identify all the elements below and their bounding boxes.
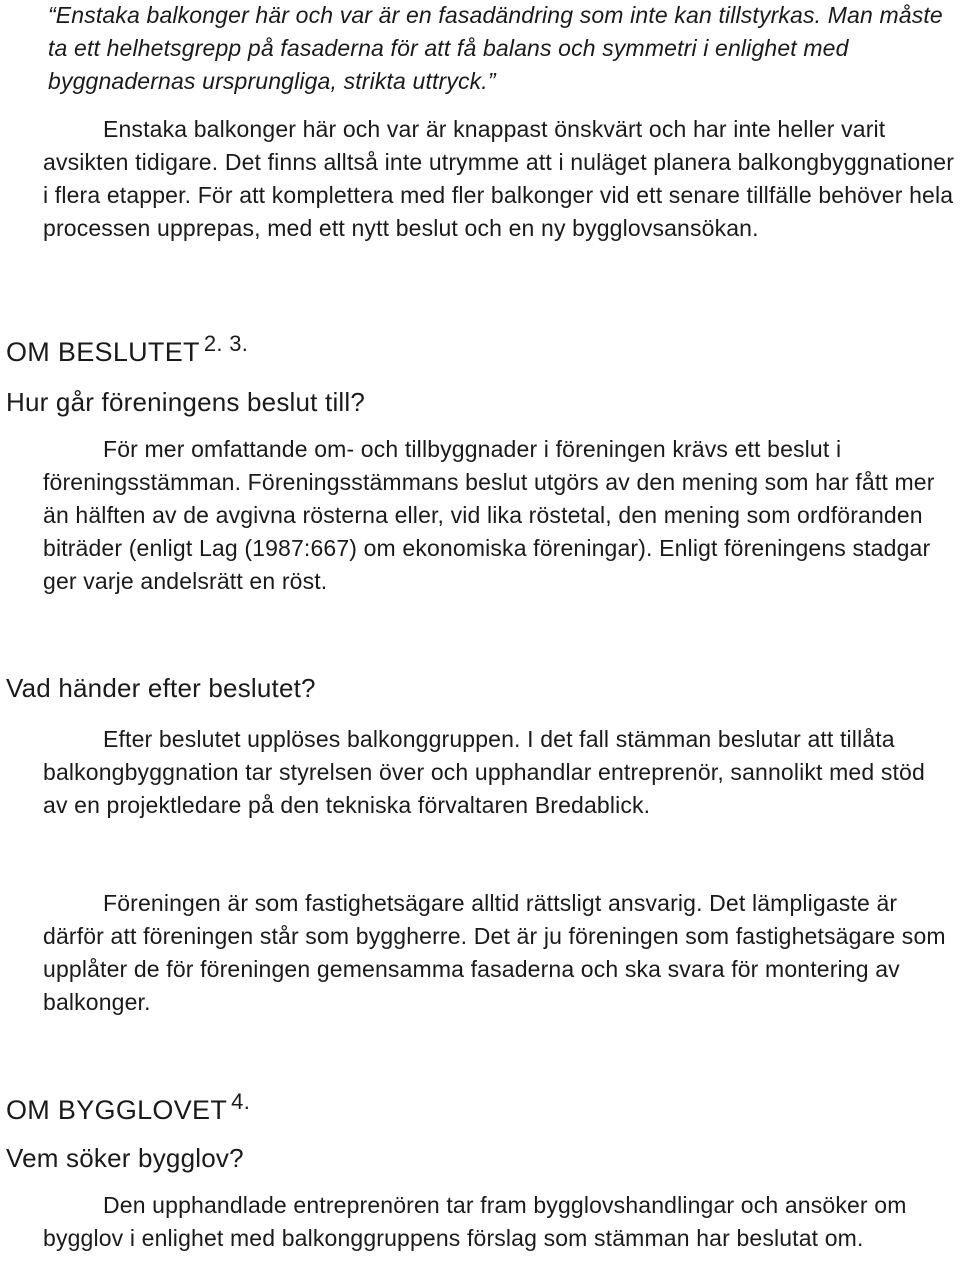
intro-paragraph: Enstaka balkonger här och var är knappast önskvärt och har inte heller varit avsikten tidigare. Det finns alltså inte utrymme att i nuläget planera balkongbyggnationer i flera etapper. För att komplettera med fler balkonger vid ett senare tillfälle behöver hela processen upprepas, med ett nytt beslut och en ny bygglovsansökan.: [43, 116, 955, 241]
quote-block: “Enstaka balkonger här och var är en fasadändring som inte kan tillstyrkas. Man måste ta ett helhetsgrepp på fasaderna för att få balans och symmetri i enlighet med byggnadernas ursprungliga, strikta uttryck.”: [48, 2, 943, 94]
section-heading-bygglovet: [6, 1091, 250, 1124]
answer-paragraph-efter-beslutet-1: Efter beslutet upplöses balkonggruppen. I det fall stämman beslutar att tillåta balkongbyggnation tar styrelsen över och upphandlar entreprenör, sannolikt med stöd av en projektledare på den tekniska förvaltaren Bredablick.: [43, 726, 925, 818]
question-heading-bygglov: Vem söker bygglov?: [6, 1143, 244, 1173]
section-heading-bygglovet-text: OM BYGGLOVET: [6, 1095, 228, 1125]
section-heading-beslutet-refs: 2. 3.: [203, 331, 249, 356]
answer-paragraph-bygglov: Den upphandlade entreprenören tar fram bygglovshandlingar och ansöker om bygglov i enlighet med balkonggruppens förslag som stämman har beslutat om.: [43, 1192, 907, 1251]
question-heading-beslut: Hur går föreningens beslut till?: [6, 387, 366, 417]
section-heading-beslutet-text: OM BESLUTET: [6, 337, 200, 367]
answer-paragraph-efter-beslutet-2: Föreningen är som fastighetsägare alltid rättsligt ansvarig. Det lämpligaste är därför att föreningen står som byggherre. Det är ju föreningen som fastighetsägare som upplåter de för föreningen gemensamma fasaderna och ska svara för montering av balkonger.: [43, 890, 946, 1015]
answer-paragraph-beslut: För mer omfattande om- och tillbyggnader i föreningen krävs ett beslut i föreningsstämman. Föreningsstämmans beslut utgörs av den mening som har fått mer än hälften av de avgivna rösterna eller, vid lika röstetal, den mening som ordföranden biträder (enligt Lag (1987:667) om ekonomiska föreningar). Enligt föreningens stadgar ger varje andelsrätt en röst.: [43, 436, 935, 594]
section-heading-beslutet: [6, 333, 248, 366]
question-heading-efter-beslutet: Vad händer efter beslutet?: [6, 673, 316, 703]
section-heading-bygglovet-refs: 4.: [231, 1089, 251, 1114]
